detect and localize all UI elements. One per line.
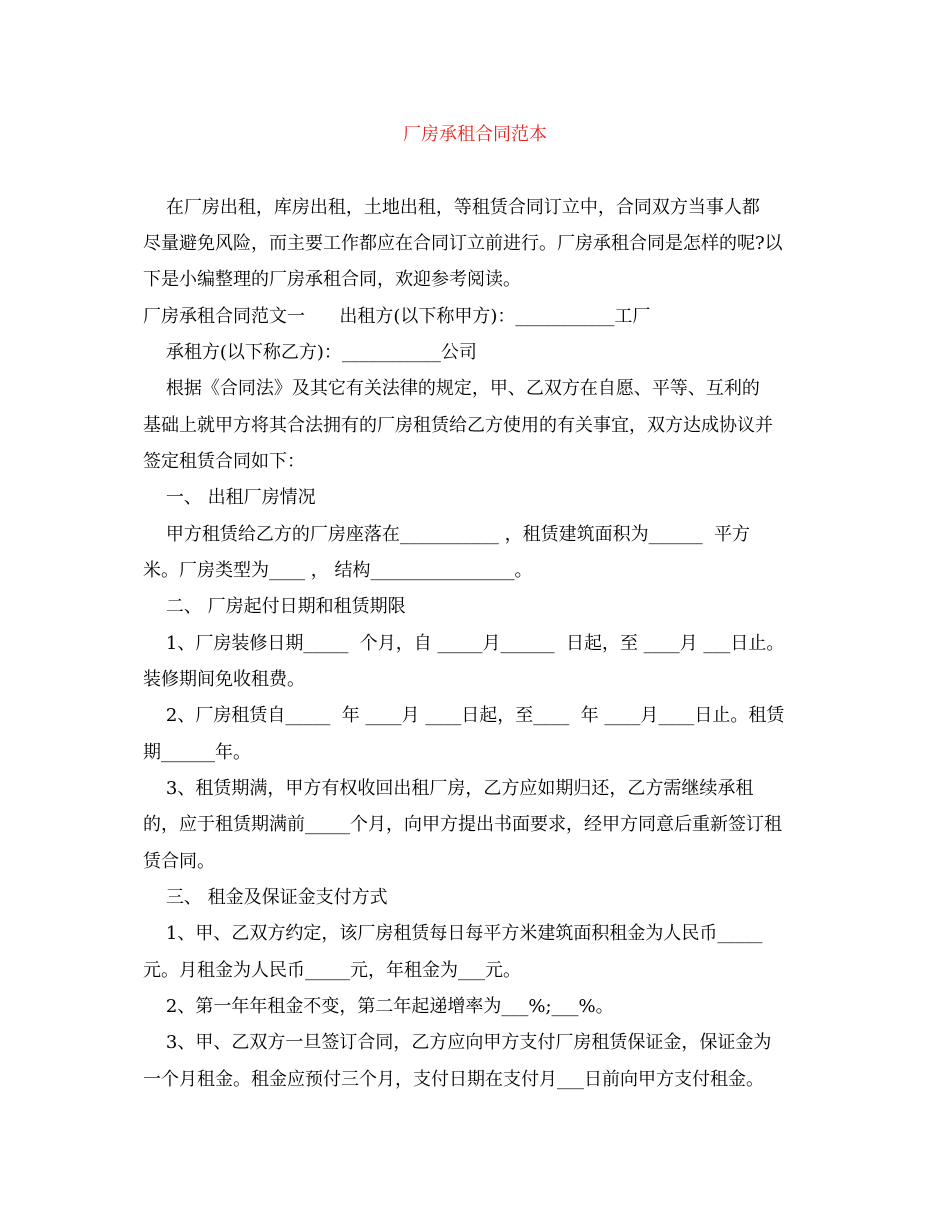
body-line: 的，应于租赁期满前_____个月，向甲方提出书面要求，经甲方同意后重新签订租: [143, 814, 782, 835]
body-line: 1、厂房装修日期_____ 个月，自 _____月______ 日起，至 ____月 ___日止。: [143, 633, 785, 654]
body-line: 3、租赁期满，甲方有权收回出租厂房，乙方应如期归还，乙方需继续承租: [143, 778, 754, 799]
body-line: 根据《合同法》及其它有关法律的规定，甲、乙双方在自愿、平等、互利的: [143, 378, 760, 399]
body-line: 甲方租赁给乙方的厂房座落在___________ ，租赁建筑面积为______ 平方: [143, 524, 751, 545]
section-heading: 三、 租金及保证金支付方式: [143, 887, 388, 908]
body-line: 米。厂房类型为____ ， 结构________________。: [143, 560, 533, 581]
body-line: 3、甲、乙双方一旦签订合同，乙方应向甲方支付厂房租赁保证金，保证金为: [143, 1032, 772, 1053]
body-line: 签定租赁合同如下：: [143, 451, 305, 472]
body-line: 基础上就甲方将其合法拥有的厂房租赁给乙方使用的有关事宜，双方达成协议并: [143, 415, 773, 436]
body-line: 1、甲、乙双方约定，该厂房租赁每日每平方米建筑面积租金为人民币_____: [143, 923, 763, 944]
section-heading: 一、 出租厂房情况: [143, 487, 316, 508]
body-line: 装修期间免收租费。: [143, 669, 305, 690]
body-line: 一个月租金。租金应预付三个月，支付日期在支付月___日前向甲方支付租金。: [143, 1069, 764, 1090]
body-line: 承租方(以下称乙方)：___________公司: [143, 342, 477, 363]
body-line: 厂房承租合同范文一 出租方(以下称甲方)：___________工厂: [143, 306, 651, 327]
body-line: 下是小编整理的厂房承租合同，欢迎参考阅读。: [143, 269, 521, 290]
body-line: 在厂房出租，库房出租，土地出租，等租赁合同订立中，合同双方当事人都: [143, 197, 760, 218]
body-line: 2、第一年年租金不变，第二年起递增率为___%;___%。: [143, 996, 614, 1017]
body-line: 2、厂房租赁自_____ 年 ____月 ____日起，至____ 年 ____月____日止。租赁: [143, 705, 785, 726]
body-line: 尽量避免风险，而主要工作都应在合同订立前进行。厂房承租合同是怎样的呢?以: [143, 233, 783, 254]
body-line: 期______年。: [143, 742, 251, 763]
section-heading: 二、 厂房起付日期和租赁期限: [143, 596, 406, 617]
document-title: 厂房承租合同范本: [403, 124, 547, 145]
body-line: 赁合同。: [143, 851, 215, 872]
body-line: 元。月租金为人民币_____元，年租金为___元。: [143, 960, 521, 981]
